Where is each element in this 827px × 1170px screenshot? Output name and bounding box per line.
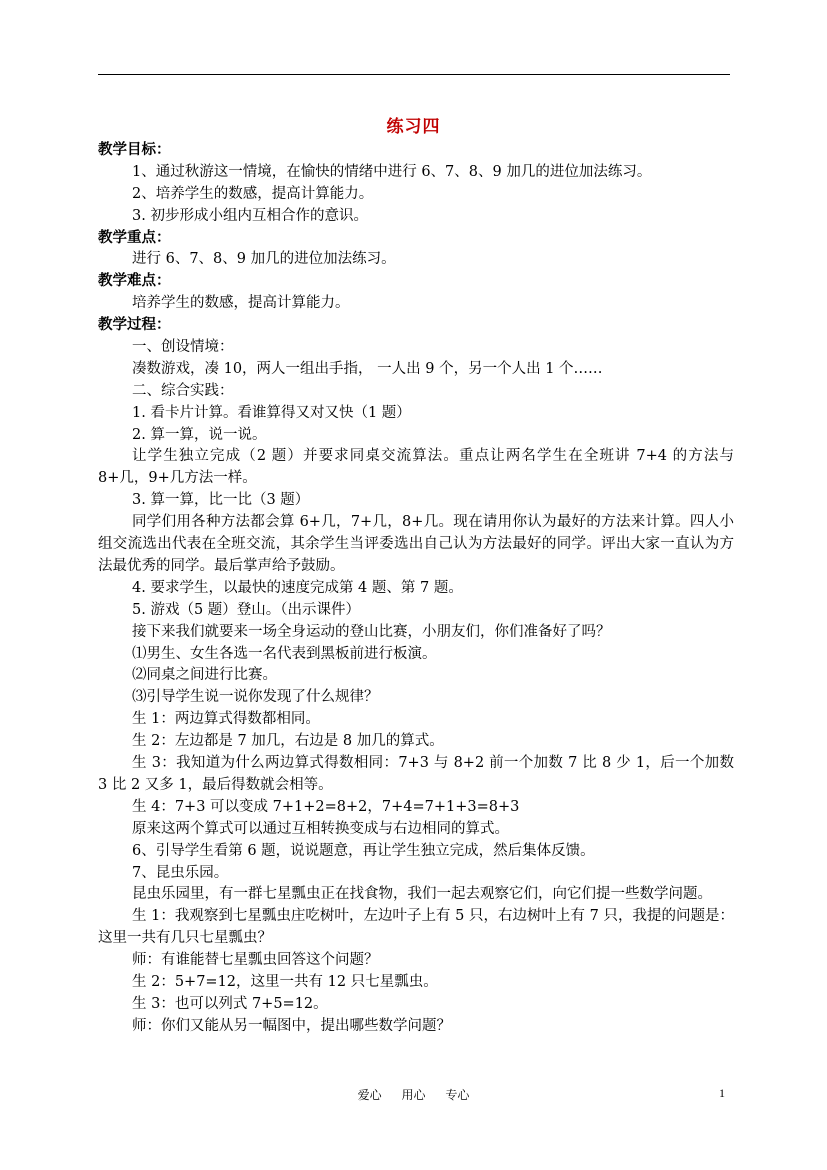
process-line: ⑶引导学生说一说你发现了什么规律？ — [132, 689, 379, 706]
goal-heading: 教学目标： — [98, 142, 171, 158]
process-line: 二、综合实践： — [132, 382, 234, 399]
process-paragraph: 生 3：我知道为什么两边算式得数相同：7+3 与 8+2 前一个加数 7 比 8 少 1，后一个加数 3 比 2 又多 1，最后得数就会相等。 — [98, 755, 734, 793]
process-line: 4. 要求学生，以最快的速度完成第 4 题、第 7 题。 — [132, 579, 463, 596]
goal-item: 1、通过秋游这一情境，在愉快的情绪中进行 6、7、8、9 加几的进位加法练习。 — [132, 163, 652, 180]
process-line: 7、昆虫乐园。 — [132, 864, 229, 881]
process-line: 生 1：两边算式得数都相同。 — [132, 711, 320, 728]
process-line: ⑴男生、女生各选一名代表到黑板前进行板演。 — [132, 645, 437, 662]
process-line: 接下来我们就要来一场全身运动的登山比赛，小朋友们，你们准备好了吗？ — [132, 623, 611, 640]
process-line: 6、引导学生看第 6 题，说说题意，再让学生独立完成，然后集体反馈。 — [132, 842, 595, 859]
goal-item: 2、培养学生的数感，提高计算能力。 — [132, 185, 374, 202]
process-line: 1. 看卡片计算。看谁算得又对又快（1 题） — [132, 404, 411, 421]
footer-item: 专心 — [445, 1088, 470, 1102]
key-text: 进行 6、7、8、9 加几的进位加法练习。 — [132, 251, 396, 268]
process-line: 生 2：左边都是 7 加几，右边是 8 加几的算式。 — [132, 733, 444, 750]
process-line: 生 4：7+3 可以变成 7+1+2=8+2，7+4=7+1+3=8+3 — [132, 798, 520, 815]
process-line: 凑数游戏，凑 10，两人一组出手指， 一人出 9 个，另一个人出 1 个…… — [132, 360, 603, 377]
process-line: 3. 算一算，比一比（3 题） — [132, 492, 310, 509]
process-paragraph: 昆虫乐园里，有一群七星瓢虫正在找食物，我们一起去观察它们，向它们提一些数学问题。 — [132, 886, 712, 903]
process-paragraph: 同学们用各种方法都会算 6+几，7+几，8+几。现在请用你认为最好的方法来计算。四人小组交流选出代表在全班交流，其余学生当评委选出自己认为方法最好的同学。评出大家一直认为方法最优秀的同学。最后掌声给予鼓励。 — [98, 514, 734, 574]
process-line: 生 3：也可以列式 7+5=12。 — [132, 995, 328, 1012]
process-line: 2. 算一算，说一说。 — [132, 426, 267, 443]
process-line: 师：有谁能替七星瓢虫回答这个问题？ — [132, 952, 379, 969]
process-paragraph: 生 1：我观察到七星瓢虫庄吃树叶，左边叶子上有 5 只，右边树叶上有 7 只，我提的问题是：这里一共有几只七星瓢虫？ — [98, 908, 734, 947]
difficulty-text: 培养学生的数感，提高计算能力。 — [132, 295, 350, 312]
document-body — [98, 140, 734, 1038]
process-line: 5. 游戏（5 题）登山。（出示课件） — [132, 601, 361, 618]
page-title: 练习四 — [386, 117, 441, 137]
process-paragraph: 让学生独立完成（2 题）并要求同桌交流算法。重点让两名学生在全班讲 7+4 的方法与 8+几，9+几方法一样。 — [98, 448, 734, 487]
process-line: ⑵同桌之间进行比赛。 — [132, 667, 277, 684]
process-line: 生 2：5+7=12，这里一共有 12 只七星瓢虫。 — [132, 974, 438, 990]
footer — [0, 1086, 827, 1103]
difficulty-heading: 教学难点： — [98, 273, 171, 290]
key-heading: 教学重点： — [98, 229, 171, 246]
footer-item: 用心 — [401, 1088, 426, 1102]
header-rule — [98, 74, 730, 75]
process-line: 师：你们又能从另一幅图中，提出哪些数学问题？ — [132, 1017, 451, 1034]
process-line: 原来这两个算式可以通过互相转换变成与右边相同的算式。 — [132, 820, 509, 837]
goal-item: 3. 初步形成小组内互相合作的意识。 — [132, 207, 368, 224]
page-number: 1 — [719, 1086, 725, 1100]
process-heading: 教学过程： — [98, 317, 171, 334]
footer-item: 爱心 — [357, 1088, 382, 1102]
process-line: 一、创设情境： — [132, 339, 234, 356]
